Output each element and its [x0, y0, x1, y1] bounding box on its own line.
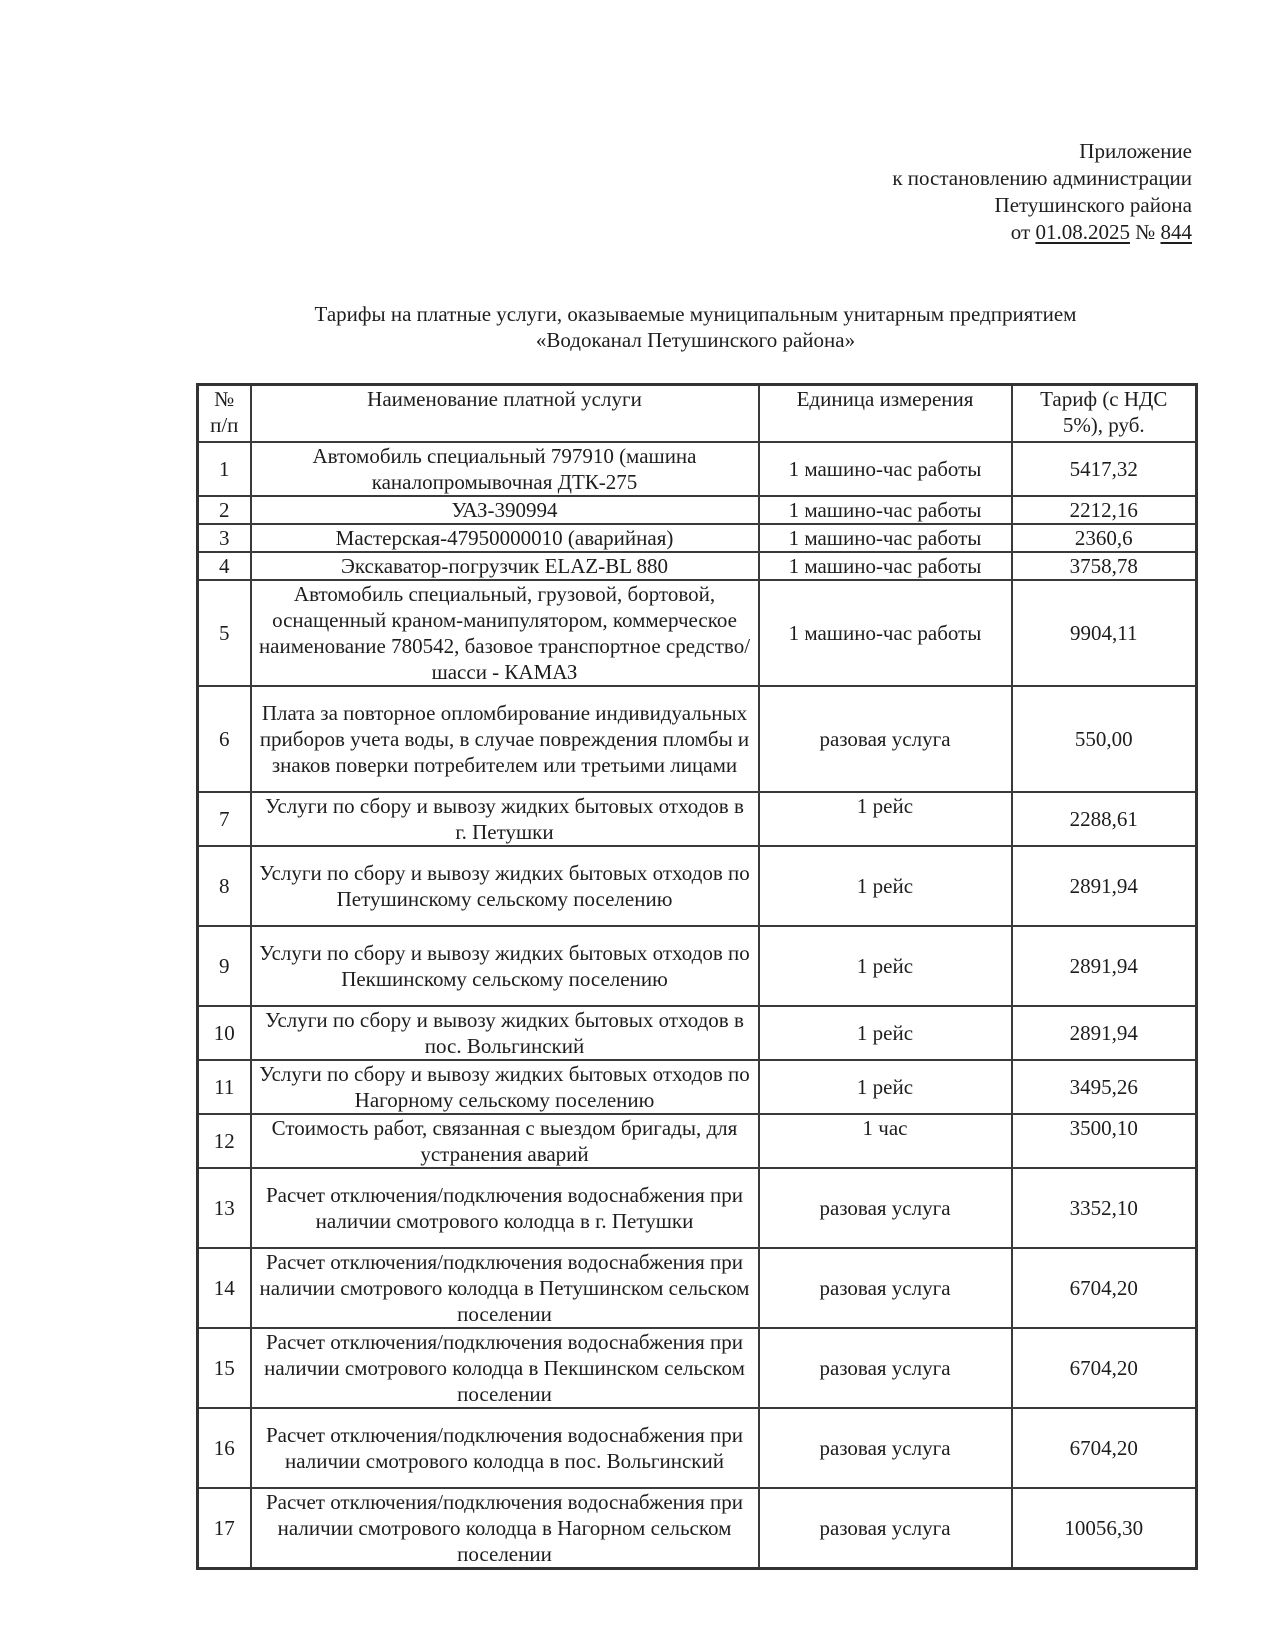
appendix-decree-ref: к постановлению администрации	[892, 166, 1192, 190]
appendix-district: Петушинского района	[994, 193, 1192, 217]
row-service-name: Услуги по сбору и вывозу жидких бытовых отходов по Нагорному сельскому поселению	[251, 1060, 759, 1114]
row-service-name: Стоимость работ, связанная с выездом бригады, для устранения аварий	[251, 1114, 759, 1168]
row-tariff: 3500,10	[1012, 1114, 1197, 1168]
row-unit: 1 машино-час работы	[759, 496, 1012, 524]
row-num: 15	[198, 1328, 251, 1408]
table-row	[198, 1168, 1197, 1248]
row-service-name: Мастерская-47950000010 (аварийная)	[251, 524, 759, 552]
row-unit: 1 рейс	[759, 926, 1012, 1006]
row-unit: 1 час	[759, 1114, 1012, 1168]
row-tariff: 3352,10	[1012, 1168, 1197, 1248]
row-num: 14	[198, 1248, 251, 1328]
header-service-name: Наименование платной услуги	[251, 385, 759, 443]
row-service-name: Автомобиль специальный, грузовой, бортовой, оснащенный краном-манипулятором, коммерческое наименование 780542, базовое транспортное средство/шасси - КАМАЗ	[251, 580, 759, 686]
row-tariff: 6704,20	[1012, 1248, 1197, 1328]
title-line-1: Тарифы на платные услуги, оказываемые муниципальным унитарным предприятием	[314, 302, 1077, 326]
table-row	[198, 1060, 1197, 1114]
row-service-name: Автомобиль специальный 797910 (машина каналопромывочная ДТК-275	[251, 442, 759, 496]
row-tariff: 3495,26	[1012, 1060, 1197, 1114]
row-unit: разовая услуга	[759, 1488, 1012, 1569]
row-num: 13	[198, 1168, 251, 1248]
row-num: 11	[198, 1060, 251, 1114]
table-row	[198, 1408, 1197, 1488]
row-unit: разовая услуга	[759, 1328, 1012, 1408]
row-tariff: 6704,20	[1012, 1328, 1197, 1408]
table-row	[198, 524, 1197, 552]
table-row	[198, 442, 1197, 496]
table-row	[198, 1248, 1197, 1328]
row-unit: разовая услуга	[759, 1168, 1012, 1248]
row-unit: 1 машино-час работы	[759, 580, 1012, 686]
row-service-name: Расчет отключения/подключения водоснабжения при наличии смотрового колодца в Нагорном сельском поселении	[251, 1488, 759, 1569]
appendix-label: Приложение	[1079, 139, 1192, 163]
row-service-name: Услуги по сбору и вывозу жидких бытовых отходов по Пекшинскому сельскому поселению	[251, 926, 759, 1006]
row-num: 10	[198, 1006, 251, 1060]
row-num: 4	[198, 552, 251, 580]
table-row	[198, 926, 1197, 1006]
row-tariff: 5417,32	[1012, 442, 1197, 496]
row-num: 2	[198, 496, 251, 524]
row-tariff: 2288,61	[1012, 792, 1197, 846]
table-row	[198, 496, 1197, 524]
header-num: № п/п	[198, 385, 251, 443]
row-num: 8	[198, 846, 251, 926]
decree-date: 01.08.2025	[1035, 220, 1130, 244]
row-num: 12	[198, 1114, 251, 1168]
row-unit: 1 машино-час работы	[759, 552, 1012, 580]
row-tariff: 2891,94	[1012, 846, 1197, 926]
table-row	[198, 1114, 1197, 1168]
appendix-header	[892, 138, 1192, 246]
row-service-name: Услуги по сбору и вывозу жидких бытовых отходов в г. Петушки	[251, 792, 759, 846]
row-num: 1	[198, 442, 251, 496]
tariffs-table	[196, 383, 1198, 1570]
row-tariff: 6704,20	[1012, 1408, 1197, 1488]
row-unit: 1 рейс	[759, 846, 1012, 926]
row-service-name: Расчет отключения/подключения водоснабжения при наличии смотрового колодца в пос. Вольгинский	[251, 1408, 759, 1488]
row-service-name: Услуги по сбору и вывозу жидких бытовых отходов по Петушинскому сельскому поселению	[251, 846, 759, 926]
table-header-row	[198, 385, 1197, 443]
row-unit: разовая услуга	[759, 1408, 1012, 1488]
row-unit: 1 машино-час работы	[759, 524, 1012, 552]
row-service-name: Расчет отключения/подключения водоснабжения при наличии смотрового колодца в Пекшинском сельском поселении	[251, 1328, 759, 1408]
appendix-date-line	[892, 219, 1192, 246]
row-num: 9	[198, 926, 251, 1006]
decree-number: 844	[1160, 220, 1192, 244]
title-line-2: «Водоканал Петушинского района»	[535, 328, 856, 352]
row-unit: разовая услуга	[759, 686, 1012, 792]
row-tariff: 2891,94	[1012, 926, 1197, 1006]
row-num: 3	[198, 524, 251, 552]
date-prefix: от	[1010, 220, 1031, 244]
table-row	[198, 792, 1197, 846]
table-row	[198, 1328, 1197, 1408]
number-sign: №	[1135, 220, 1156, 244]
row-num: 7	[198, 792, 251, 846]
row-tariff: 10056,30	[1012, 1488, 1197, 1569]
row-unit: разовая услуга	[759, 1248, 1012, 1328]
table-row	[198, 686, 1197, 792]
row-service-name: УАЗ-390994	[251, 496, 759, 524]
table-row	[198, 580, 1197, 686]
row-tariff: 2212,16	[1012, 496, 1197, 524]
row-service-name: Услуги по сбору и вывозу жидких бытовых отходов в пос. Вольгинский	[251, 1006, 759, 1060]
row-unit: 1 машино-час работы	[759, 442, 1012, 496]
row-unit: 1 рейс	[759, 792, 1012, 846]
table-row	[198, 1488, 1197, 1569]
row-service-name: Расчет отключения/подключения водоснабжения при наличии смотрового колодца в г. Петушки	[251, 1168, 759, 1248]
row-tariff: 3758,78	[1012, 552, 1197, 580]
row-service-name: Экскаватор-погрузчик ELAZ-BL 880	[251, 552, 759, 580]
document-title	[196, 301, 1195, 353]
header-tariff: Тариф (с НДС 5%), руб.	[1012, 385, 1197, 443]
row-tariff: 2360,6	[1012, 524, 1197, 552]
row-tariff: 2891,94	[1012, 1006, 1197, 1060]
row-num: 6	[198, 686, 251, 792]
table-row	[198, 552, 1197, 580]
row-service-name: Плата за повторное опломбирование индивидуальных приборов учета воды, в случае повреждения пломбы и знаков поверки потребителем или третьими лицами	[251, 686, 759, 792]
table-row	[198, 1006, 1197, 1060]
row-num: 17	[198, 1488, 251, 1569]
header-unit: Единица измерения	[759, 385, 1012, 443]
row-num: 5	[198, 580, 251, 686]
row-service-name: Расчет отключения/подключения водоснабжения при наличии смотрового колодца в Петушинском сельском поселении	[251, 1248, 759, 1328]
row-num: 16	[198, 1408, 251, 1488]
table-row	[198, 846, 1197, 926]
row-unit: 1 рейс	[759, 1060, 1012, 1114]
row-tariff: 550,00	[1012, 686, 1197, 792]
row-tariff: 9904,11	[1012, 580, 1197, 686]
row-unit: 1 рейс	[759, 1006, 1012, 1060]
